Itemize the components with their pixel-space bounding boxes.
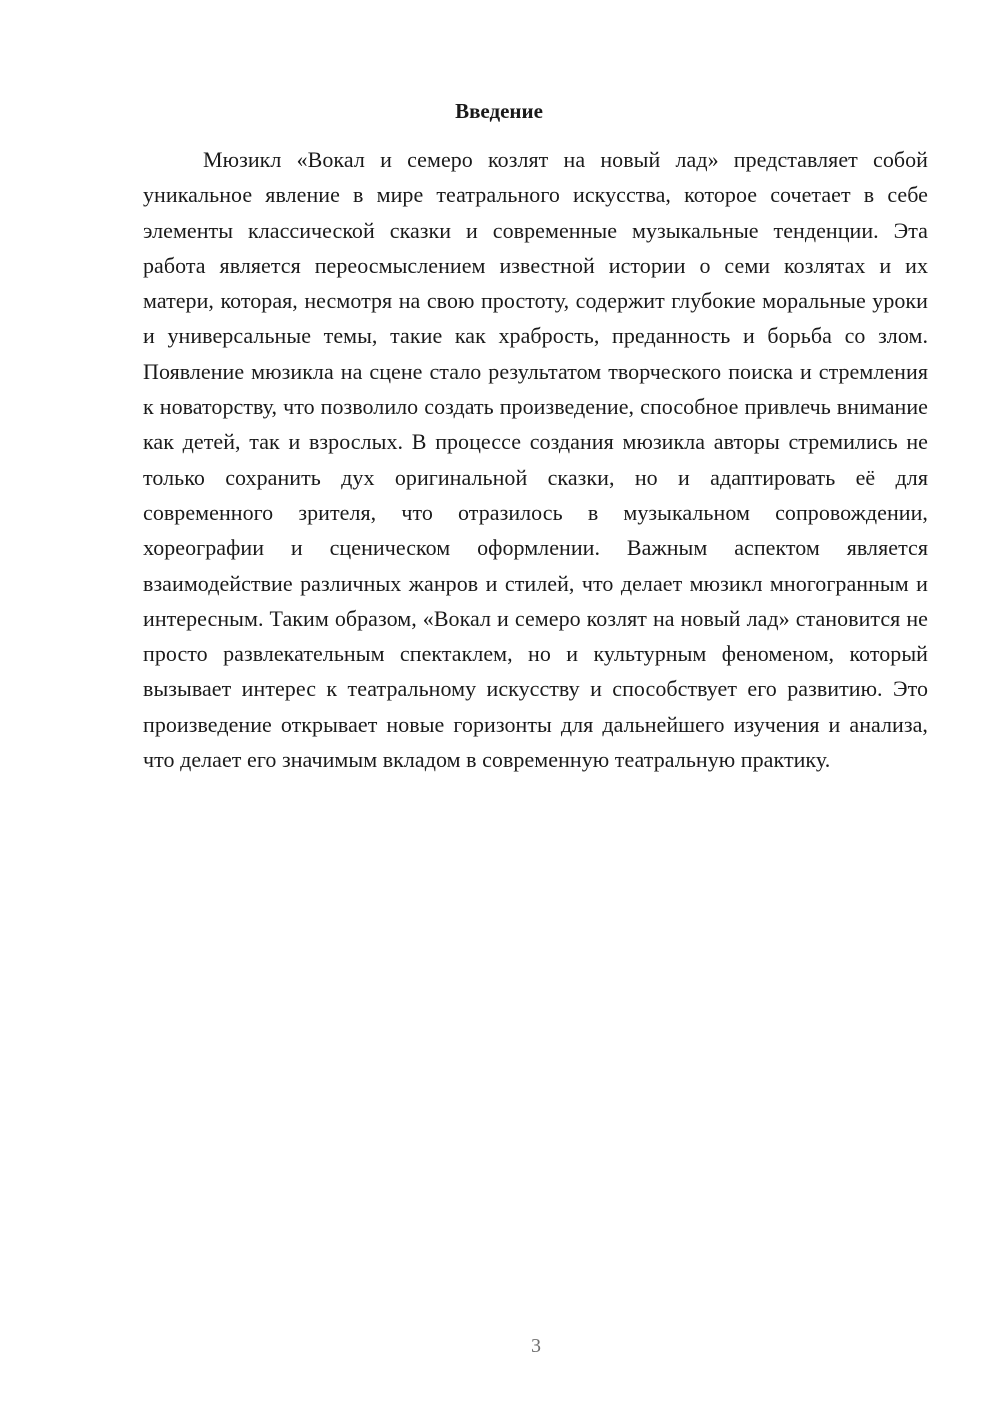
body-paragraph: Мюзикл «Вокал и семеро козлят на новый лад» представляет собой уникальное явление в мире театрального искусства, которое сочетает в себе элементы классической сказки и современные музыкальные тенденции. Эта работа является переосмыслением известной истории о семи козлятах и их матери, которая, несмотря на свою простоту, содержит глубокие моральные уроки и универсальные темы, такие как храбрость, преданность и борьба со злом. Появление мюзикла на сцене стало результатом творческого поиска и стремления к новаторству, что позволило создать произведение, способное привлечь внимание как детей, так и взрослых. В процессе создания мюзикла авторы стремились не только сохранить дух оригинальной сказки, но и адаптировать её для современного зрителя, что отразилось в музыкальном сопровождении, хореографии и сценическом оформлении. Важным аспектом является взаимодействие различных жанров и стилей, что делает мюзикл многогранным и интересным. Таким образом, «Вокал и семеро козлят на новый лад» становится не просто развлекательным спектаклем, но и культурным феноменом, который вызывает интерес к театральному искусству и способствует его развитию. Это произведение открывает новые горизонты для дальнейшего изучения и анализа, что делает его значимым вкладом в современную театральную практику. bbox=[143, 147, 928, 773]
page-number: 3 bbox=[531, 1335, 541, 1357]
section-heading: Введение bbox=[455, 99, 543, 123]
